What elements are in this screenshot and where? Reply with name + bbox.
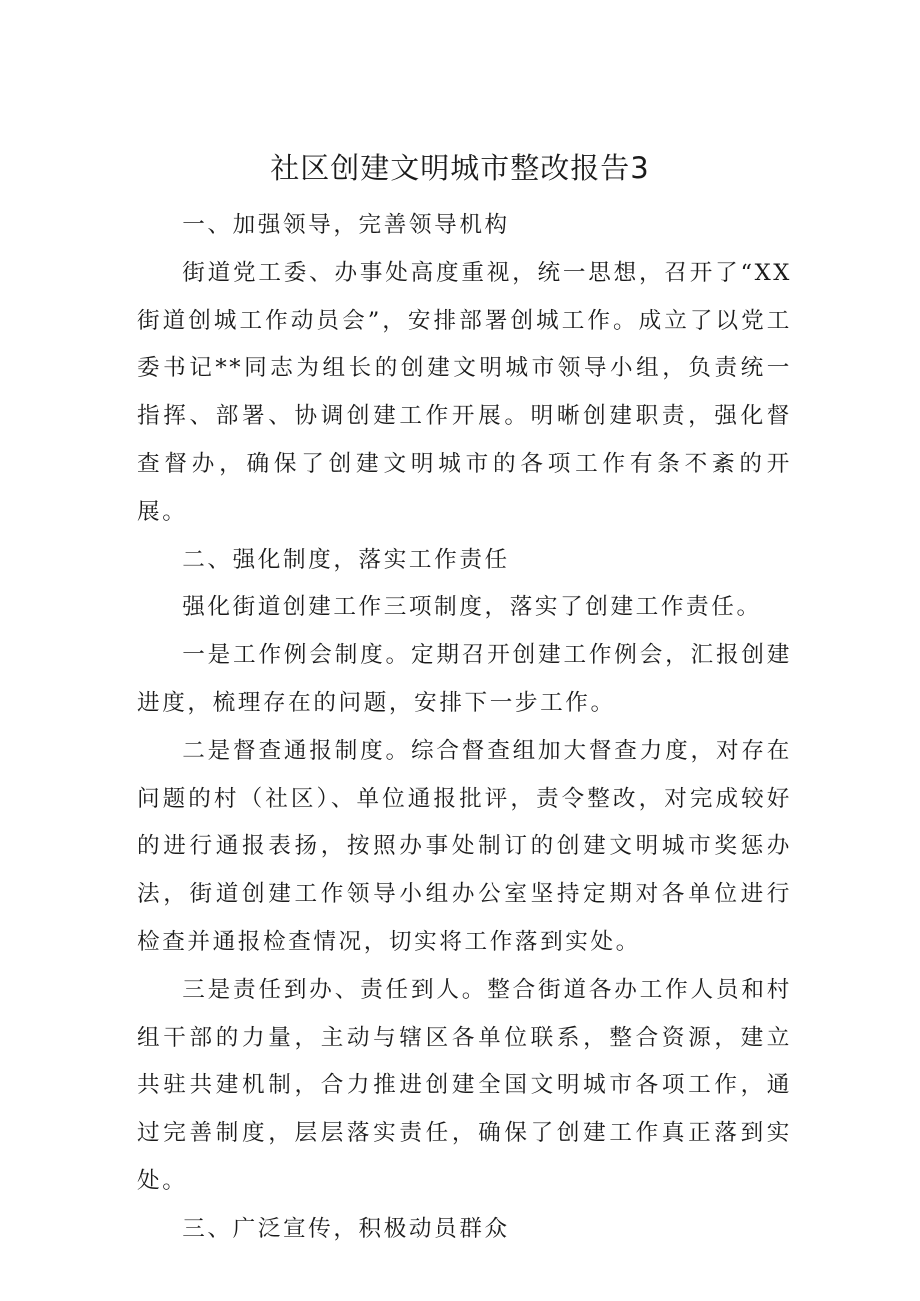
paragraph-three-systems: 强化街道创建工作三项制度，落实了创建工作责任。 <box>182 594 762 621</box>
section-heading-2: 二、强化制度，落实工作责任 <box>182 546 510 573</box>
section-heading-3: 三、广泛宣传，积极动员群众 <box>182 1215 510 1242</box>
document-body <box>137 202 792 1254</box>
section-heading-1: 一、加强领导，完善领导机构 <box>182 212 510 238</box>
paragraph-leadership: 街道党工委、办事处高度重视，统一思想，召开了“XX街道创城工作动员会”，安排部署创城工作。成立了以党工委书记**同志为组长的创建文明城市领导小组，负责统一指挥、部署、协调创建工作开展。明晰创建职责，强化督查督办，确保了创建文明城市的各项工作有条不紊的开展。 <box>137 259 792 525</box>
document-title: 社区创建文明城市整改报告3 <box>270 151 650 185</box>
paragraph-responsibility: 三是责任到办、责任到人。整合街道各办工作人员和村组干部的力量，主动与辖区各单位联系，整合资源，建立共驻共建机制，合力推进创建全国文明城市各项工作，通过完善制度，层层落实责任，确保了创建工作真正落到实处。 <box>137 976 792 1194</box>
paragraph-inspection-system: 二是督查通报制度。综合督查组加大督查力度，对存在问题的村（社区）、单位通报批评，责令整改，对完成较好的进行通报表扬，按照办事处制订的创建文明城市奖惩办法，街道创建工作领导小组办公室坚持定期对各单位进行检查并通报检查情况，切实将工作落到实处。 <box>137 737 792 955</box>
paragraph-meeting-system: 一是工作例会制度。定期召开创建工作例会，汇报创建进度，梳理存在的问题，安排下一步工作。 <box>137 642 792 716</box>
